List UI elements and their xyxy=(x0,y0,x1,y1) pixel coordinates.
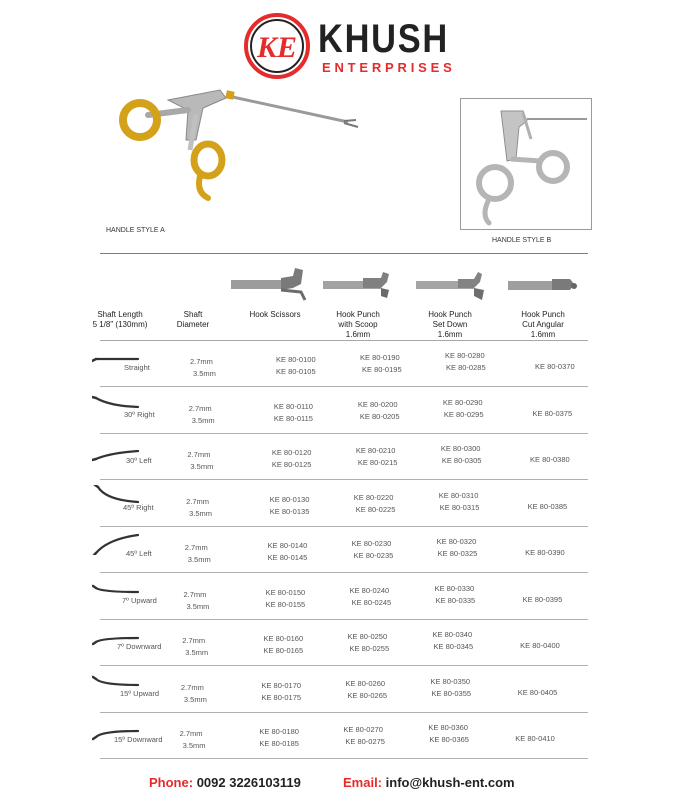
handle-style-a-image xyxy=(108,80,370,205)
brand-monogram: KE xyxy=(256,31,298,64)
shaft-angle: 45º Right xyxy=(123,502,154,512)
shaft-angle: 30º Right xyxy=(124,409,155,419)
shaft-diameter-1: 2.7mm xyxy=(188,403,212,413)
hook-punch-setdown-code-2: KE 80-0305 xyxy=(441,456,482,465)
shaft-diameter-1: 2.7mm xyxy=(184,543,208,552)
header-shaft-diameter-line1: Shaft xyxy=(183,310,203,319)
shaft-diameter-2: 3.5mm xyxy=(193,369,216,378)
header-punch-scoop-line1: Hook Punch xyxy=(336,310,380,319)
hook-punch-scoop-code-1: KE 80-0200 xyxy=(357,399,398,409)
header-punch-angular-line2: Cut Angular xyxy=(522,320,564,329)
hook-punch-scoop-code-2: KE 80-0195 xyxy=(362,365,402,374)
hook-scissors-code-1: KE 80-0140 xyxy=(267,541,308,550)
header-hook-punch-scoop xyxy=(318,310,398,340)
hook-punch-scoop-code-2: KE 80-0265 xyxy=(347,690,388,700)
table-row xyxy=(0,388,689,434)
hook-scissors-code-2: KE 80-0125 xyxy=(271,460,312,469)
shaft-diameter-1: 2.7mm xyxy=(190,357,213,366)
hook-punch-scoop-code-1: KE 80-0230 xyxy=(351,539,392,548)
hook-scissors-code-1: KE 80-0100 xyxy=(276,355,316,364)
shaft-diameter-1: 2.7mm xyxy=(187,450,211,459)
footer-phone xyxy=(149,775,301,790)
email-label: Email: xyxy=(343,775,383,790)
brand-subtitle: ENTERPRISES xyxy=(322,60,456,75)
hook-scissors-code-1: KE 80-0120 xyxy=(271,448,312,457)
hook-punch-setdown-code-1: KE 80-0330 xyxy=(434,583,475,593)
handle-style-b-image xyxy=(461,99,591,229)
shaft-diameter-1: 2.7mm xyxy=(182,636,206,645)
table-row xyxy=(0,667,689,713)
hook-punch-angular-code: KE 80-0395 xyxy=(522,594,563,604)
shaft-diameter-2: 3.5mm xyxy=(190,462,214,471)
header-hook-punch-setdown xyxy=(410,310,490,340)
header-shaft-length-line2: 5 1/8" (130mm) xyxy=(92,320,148,329)
hook-scissors-tip-image xyxy=(231,266,309,306)
hook-punch-angular-code: KE 80-0380 xyxy=(530,455,570,464)
header-shaft-diameter xyxy=(168,310,218,330)
shaft-diameter-1: 2.7mm xyxy=(180,682,204,692)
hook-scissors-code-1: KE 80-0150 xyxy=(265,587,306,597)
brand-logo-icon xyxy=(244,13,310,79)
hook-punch-scoop-code-2: KE 80-0225 xyxy=(355,504,396,514)
hook-punch-setdown-code-1: KE 80-0350 xyxy=(430,676,471,686)
shaft-angle: 15º Downward xyxy=(114,735,163,744)
header-punch-setdown-line2: Set Down xyxy=(432,320,468,329)
hook-punch-setdown-code-2: KE 80-0365 xyxy=(429,735,469,744)
hook-scissors-code-1: KE 80-0160 xyxy=(263,634,304,643)
shaft-diameter-2: 3.5mm xyxy=(189,508,213,518)
shaft-angle: 7º Downward xyxy=(117,642,162,651)
footer-email xyxy=(343,775,515,790)
header-hook-punch-angular xyxy=(503,310,583,340)
hook-punch-setdown-code-1: KE 80-0300 xyxy=(440,444,481,453)
hook-punch-scoop-code-1: KE 80-0260 xyxy=(345,678,386,688)
table-row xyxy=(0,481,689,527)
shaft-angle: 15º Upward xyxy=(120,688,160,698)
hook-punch-setdown-code-1: KE 80-0290 xyxy=(442,397,483,407)
header-punch-angular-line1: Hook Punch xyxy=(521,310,565,319)
header-punch-scoop-line2: with Scoop xyxy=(338,320,378,329)
table-row xyxy=(0,620,689,666)
hook-punch-setdown-code-2: KE 80-0295 xyxy=(443,409,484,419)
hook-punch-scoop-code-1: KE 80-0190 xyxy=(360,353,400,362)
hook-punch-setdown-code-2: KE 80-0335 xyxy=(435,595,476,605)
hook-scissors-code-2: KE 80-0155 xyxy=(265,599,306,609)
hook-punch-setdown-code-1: KE 80-0310 xyxy=(438,490,479,500)
hook-punch-scoop-code-1: KE 80-0240 xyxy=(349,585,390,595)
hook-scissors-code-1: KE 80-0180 xyxy=(259,727,299,736)
hook-scissors-code-2: KE 80-0165 xyxy=(263,646,304,655)
hook-punch-angular-code: KE 80-0375 xyxy=(532,408,573,418)
hook-scissors-code-1: KE 80-0110 xyxy=(273,401,313,411)
hook-punch-angular-code: KE 80-0385 xyxy=(527,501,568,511)
hook-punch-setdown-code-1: KE 80-0320 xyxy=(436,537,477,546)
email-address: info@khush-ent.com xyxy=(385,775,515,790)
shaft-angle: 30º Left xyxy=(126,456,152,465)
table-row xyxy=(0,434,689,480)
phone-label: Phone: xyxy=(149,775,194,790)
shaft-angle: 45º Left xyxy=(126,549,152,558)
shaft-diameter-2: 3.5mm xyxy=(187,555,211,564)
hook-punch-angular-code: KE 80-0405 xyxy=(517,687,558,697)
hook-punch-scoop-code-2: KE 80-0245 xyxy=(351,597,392,607)
hook-punch-scoop-code-1: KE 80-0220 xyxy=(353,492,394,502)
hook-punch-setdown-code-2: KE 80-0315 xyxy=(439,502,480,512)
table-row xyxy=(0,341,689,387)
hook-scissors-code-1: KE 80-0130 xyxy=(269,494,310,504)
row-divider xyxy=(100,758,588,759)
hook-punch-setdown-code-2: KE 80-0285 xyxy=(446,363,486,372)
header-hook-scissors: Hook Scissors xyxy=(249,310,301,319)
table-row xyxy=(0,713,689,759)
hook-punch-setdown-code-2: KE 80-0355 xyxy=(431,688,472,698)
hook-punch-scoop-code-1: KE 80-0210 xyxy=(355,446,396,455)
hook-scissors-code-2: KE 80-0115 xyxy=(273,413,313,423)
hook-scissors-code-1: KE 80-0170 xyxy=(261,680,302,690)
shaft-diameter-1: 2.7mm xyxy=(179,729,203,738)
shaft-angle: Straight xyxy=(124,363,150,372)
hook-punch-setdown-code-1: KE 80-0340 xyxy=(432,630,473,639)
hook-scissors-code-2: KE 80-0105 xyxy=(276,367,316,376)
shaft-diameter-2: 3.5mm xyxy=(183,694,207,704)
hook-punch-setdown-code-1: KE 80-0360 xyxy=(428,723,468,732)
table-row xyxy=(0,527,689,573)
hook-punch-scoop-code-1: KE 80-0270 xyxy=(343,725,383,734)
hook-scissors-code-2: KE 80-0135 xyxy=(269,506,310,516)
hook-scissors-code-2: KE 80-0175 xyxy=(261,692,302,702)
hook-punch-angular-code: KE 80-0370 xyxy=(535,362,575,371)
header-shaft-diameter-line2: Diameter xyxy=(176,320,210,329)
hook-punch-scoop-code-2: KE 80-0215 xyxy=(357,458,398,467)
hook-punch-angular-code: KE 80-0400 xyxy=(520,641,560,650)
hook-punch-setdown-code-2: KE 80-0325 xyxy=(437,549,478,558)
hook-punch-scoop-code-2: KE 80-0235 xyxy=(353,551,394,560)
header-punch-setdown-line3: 1.6mm xyxy=(437,330,463,339)
shaft-angle: 7º Upward xyxy=(122,595,157,605)
header-punch-scoop-line3: 1.6mm xyxy=(345,330,371,339)
brand-name: KHUSH xyxy=(318,17,449,61)
shaft-diameter-2: 3.5mm xyxy=(186,601,210,611)
hook-punch-scoop-code-2: KE 80-0255 xyxy=(349,644,390,653)
hook-punch-angular-code: KE 80-0390 xyxy=(525,548,565,557)
shaft-diameter-1: 2.7mm xyxy=(183,589,207,599)
handle-style-a-label: HANDLE STYLE A xyxy=(106,227,165,234)
shaft-diameter-2: 3.5mm xyxy=(191,415,215,425)
hook-punch-setdown-code-2: KE 80-0345 xyxy=(433,642,474,651)
hook-punch-setdown-tip-image xyxy=(416,266,494,306)
hook-punch-scoop-tip-image xyxy=(323,266,401,306)
handle-style-b-label: HANDLE STYLE B xyxy=(492,237,552,244)
hook-punch-scoop-code-2: KE 80-0205 xyxy=(359,411,400,421)
phone-number: 0092 3226103119 xyxy=(196,775,301,790)
hook-scissors-code-2: KE 80-0145 xyxy=(267,553,308,562)
shaft-diameter-2: 3.5mm xyxy=(185,648,209,657)
hook-punch-scoop-code-2: KE 80-0275 xyxy=(345,737,385,746)
hook-punch-setdown-code-1: KE 80-0280 xyxy=(445,351,485,360)
header-shaft-length xyxy=(80,310,160,330)
header-shaft-length-line1: Shaft Length xyxy=(97,310,143,319)
hook-scissors-code-2: KE 80-0185 xyxy=(259,739,299,748)
header-punch-setdown-line1: Hook Punch xyxy=(428,310,472,319)
shaft-diameter-2: 3.5mm xyxy=(182,741,206,750)
header-punch-angular-line3: 1.6mm xyxy=(530,330,556,339)
hook-punch-angular-code: KE 80-0410 xyxy=(515,734,555,743)
section-divider xyxy=(100,253,588,254)
table-row xyxy=(0,574,689,620)
shaft-diameter-1: 2.7mm xyxy=(186,496,210,506)
hook-punch-scoop-code-1: KE 80-0250 xyxy=(347,632,388,641)
hook-punch-angular-tip-image xyxy=(508,266,586,306)
